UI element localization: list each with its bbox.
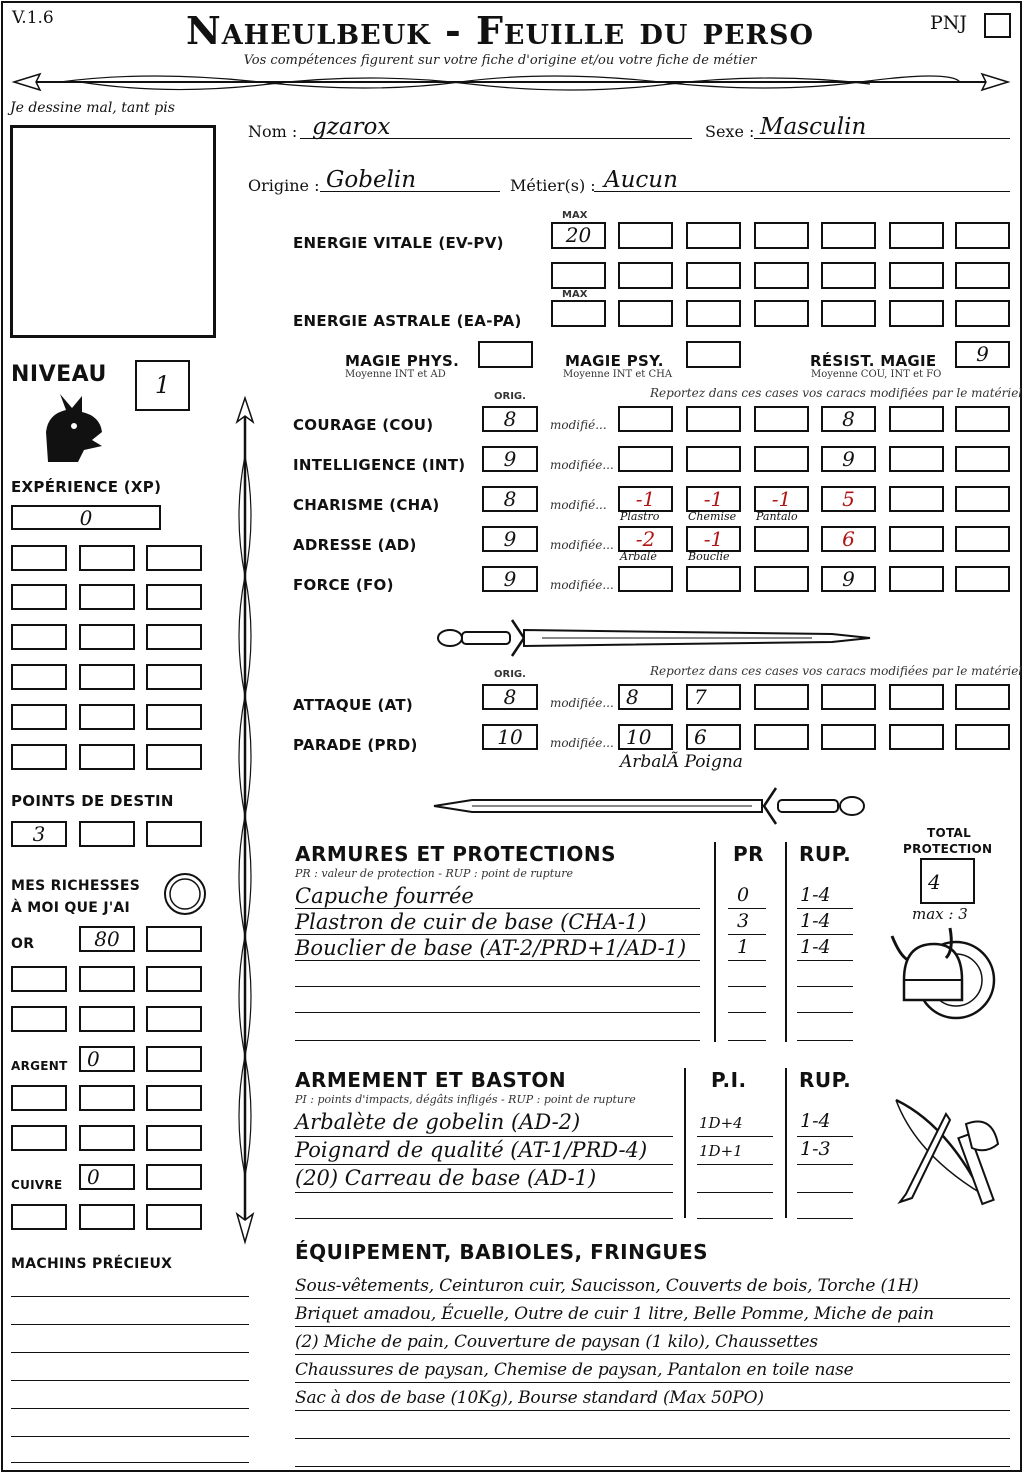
copper-box-2[interactable] <box>146 1164 202 1190</box>
portrait-box[interactable] <box>10 125 216 338</box>
gold-grid-box-1-1[interactable] <box>79 1006 135 1032</box>
armor-item-pr-1[interactable]: 3 <box>737 910 750 932</box>
silver-grid-box-0-0[interactable] <box>11 1085 67 1111</box>
combat-mod-box-0-0[interactable]: 8 <box>618 684 673 710</box>
silver-grid-box-1-0[interactable] <box>11 1125 67 1151</box>
armor-subtitle: PR : valeur de protection - RUP : point de rupture <box>295 867 573 880</box>
gold-grid-box-0-1[interactable] <box>79 966 135 992</box>
armor-col-divider-1 <box>714 842 716 1042</box>
copper-label: CUIVRE <box>11 1178 63 1192</box>
silver-grid-box-0-1[interactable] <box>79 1085 135 1111</box>
ev-max-box[interactable]: 20 <box>551 222 606 249</box>
ev-box-r2-1[interactable] <box>618 262 673 289</box>
stat-mod-box-4-0[interactable] <box>618 566 673 592</box>
stat-mod-note-2-2: Pantalo <box>756 510 798 523</box>
armor-name-line-extra <box>295 1040 700 1041</box>
magic-phys-label: MAGIE PHYS. <box>345 352 460 370</box>
gold-box-2[interactable] <box>146 926 202 952</box>
equipment-line-rule-2 <box>295 1354 1010 1355</box>
page-subtitle: Vos compétences figurent sur votre fiche d'origine et/ou votre fiche de métier <box>243 53 757 68</box>
gold-box[interactable]: 80 <box>79 926 135 952</box>
magic-phys-sub: Moyenne INT et AD <box>345 369 446 380</box>
ev-box-r1-4[interactable] <box>821 222 876 249</box>
magic-psy-label: MAGIE PSY. <box>565 352 664 370</box>
total-protection-max: max : 3 <box>912 905 968 923</box>
ev-box-r2-6[interactable] <box>955 262 1010 289</box>
treasure-line-4[interactable] <box>11 1408 249 1409</box>
equipment-line-rule-4 <box>295 1410 1010 1411</box>
combat-mod-box-1-1[interactable]: 6 <box>686 724 741 750</box>
stat-label-0: COURAGE (COU) <box>293 416 434 434</box>
stat-mod-box-1-3[interactable]: 9 <box>821 446 876 472</box>
gold-label: OR <box>11 936 35 952</box>
ea-box-2[interactable] <box>686 300 741 327</box>
weapon-name-line-extra <box>295 1218 673 1219</box>
stat-mod-box-0-4[interactable] <box>889 406 944 432</box>
destiny-box-2[interactable] <box>79 821 135 847</box>
ea-max-box[interactable] <box>551 300 606 327</box>
xp-grid-box-0-0[interactable] <box>11 545 67 571</box>
armor-pr-line-extra <box>728 1040 766 1041</box>
armor-col-rup: RUP. <box>799 842 852 866</box>
silver-grid-box-1-2[interactable] <box>146 1125 202 1151</box>
stat-mod-box-4-1[interactable] <box>686 566 741 592</box>
armor-item-name-1[interactable]: Plastron de cuir de base (CHA-1) <box>295 910 647 934</box>
combat-mod-box-0-1[interactable]: 7 <box>686 684 741 710</box>
total-protection-label-1: TOTAL <box>927 826 972 840</box>
stat-mod-box-2-3[interactable]: 5 <box>821 486 876 512</box>
equipment-title: ÉQUIPEMENT, BABIOLES, FRINGUES <box>295 1240 709 1264</box>
stat-mod-box-0-3[interactable]: 8 <box>821 406 876 432</box>
equipment-line-3[interactable]: Chaussures de paysan, Chemise de paysan, Pantalon en toile nase <box>295 1360 854 1380</box>
stat-mod-box-2-2[interactable]: -1 <box>754 486 809 512</box>
stat-label-1: INTELLIGENCE (INT) <box>293 456 466 474</box>
xp-grid-box-4-2[interactable] <box>146 704 202 730</box>
job-label: Métier(s) : <box>510 176 596 195</box>
stat-mod-box-4-5[interactable] <box>955 566 1010 592</box>
armor-name-line-1 <box>295 934 700 935</box>
ev-max-label: MAX <box>562 210 588 221</box>
xp-grid-box-5-2[interactable] <box>146 744 202 770</box>
stat-orig-box-1[interactable]: 9 <box>482 446 538 472</box>
treasure-line-2[interactable] <box>11 1352 249 1353</box>
equipment-line-rule-5 <box>295 1438 1010 1439</box>
armor-item-name-2[interactable]: Bouclier de base (AT-2/PRD+1/AD-1) <box>295 936 687 960</box>
equipment-line-rule-0 <box>295 1298 1010 1299</box>
sword-illustration-top <box>432 614 872 664</box>
armor-col-divider-2 <box>785 842 787 1042</box>
armor-rup-line-0 <box>797 908 853 909</box>
combat-orig-box-1[interactable]: 10 <box>482 724 538 750</box>
gold-grid-box-0-0[interactable] <box>11 966 67 992</box>
ev-box-r1-2[interactable] <box>686 222 741 249</box>
stat-orig-box-4[interactable]: 9 <box>482 566 538 592</box>
silver-box[interactable]: 0 <box>79 1046 135 1072</box>
stat-mod-box-2-4[interactable] <box>889 486 944 512</box>
weapon-item-rup-1[interactable]: 1-3 <box>800 1138 831 1160</box>
armor-item-rup-0[interactable]: 1-4 <box>800 884 831 906</box>
stat-mod-box-1-4[interactable] <box>889 446 944 472</box>
weapons-col-pi: P.I. <box>711 1068 747 1092</box>
combat-mod-box-0-2[interactable] <box>754 684 809 710</box>
silver-grid-box-1-1[interactable] <box>79 1125 135 1151</box>
weapon-rup-line-0 <box>797 1136 853 1137</box>
weapon-rup-line-extra <box>797 1218 853 1219</box>
total-protection-box[interactable]: 4 <box>920 858 975 904</box>
level-box[interactable]: 1 <box>135 360 190 411</box>
stat-mod-note-2-0: Plastro <box>620 510 660 523</box>
armor-rup-line-1 <box>797 934 853 935</box>
xp-grid-box-2-2[interactable] <box>146 624 202 650</box>
stat-label-3: ADRESSE (AD) <box>293 536 417 554</box>
portrait-caption: Je dessine mal, tant pis <box>10 100 175 116</box>
stat-mod-box-2-5[interactable] <box>955 486 1010 512</box>
armor-item-rup-2[interactable]: 1-4 <box>800 936 831 958</box>
stat-mod-box-1-5[interactable] <box>955 446 1010 472</box>
gold-grid-box-1-2[interactable] <box>146 1006 202 1032</box>
total-protection-label-2: PROTECTION <box>903 842 993 856</box>
npc-label: PNJ <box>930 12 968 34</box>
equipment-line-0[interactable]: Sous-vêtements, Ceinturon cuir, Saucisson, Couverts de bois, Torche (1H) <box>295 1276 919 1296</box>
weapon-pi-line-2 <box>697 1192 773 1193</box>
stats-orig-label: ORIG. <box>494 391 526 402</box>
weapon-pi-line-0 <box>697 1136 773 1137</box>
xp-grid-box-3-2[interactable] <box>146 664 202 690</box>
stat-mod-note-3-1: Bouclie <box>688 550 730 563</box>
armor-title: ARMURES ET PROTECTIONS <box>295 842 616 866</box>
combat-orig-box-0[interactable]: 8 <box>482 684 538 710</box>
equipment-line-rule-last <box>295 1466 1010 1467</box>
xp-label: EXPÉRIENCE (XP) <box>11 478 162 496</box>
stat-mod-label-2: modifié... <box>550 498 607 512</box>
treasure-line-5[interactable] <box>11 1436 249 1437</box>
combat-mod-box-1-5[interactable] <box>955 724 1010 750</box>
stat-mod-label-0: modifié... <box>550 418 607 432</box>
xp-grid-box-3-1[interactable] <box>79 664 135 690</box>
origin-label: Origine : <box>248 176 320 195</box>
stat-mod-label-4: modifiée... <box>550 578 614 592</box>
top-spear-ornament <box>0 0 1024 110</box>
copper-grid-box-0-2[interactable] <box>146 1204 202 1230</box>
ea-box-6[interactable] <box>955 300 1010 327</box>
origin-field[interactable]: Gobelin <box>326 167 417 193</box>
xp-grid-box-4-0[interactable] <box>11 704 67 730</box>
helmet-shield-icon <box>890 926 1000 1036</box>
armor-item-name-0[interactable]: Capuche fourrée <box>295 884 474 908</box>
sword-illustration-bottom <box>432 784 872 828</box>
weapon-name-line-2 <box>295 1192 673 1193</box>
armor-name-line-2 <box>295 960 700 961</box>
weapons-crossed-icon <box>886 1094 1006 1214</box>
treasures-label: MACHINS PRÉCIEUX <box>11 1256 173 1272</box>
ea-box-3[interactable] <box>754 300 809 327</box>
xp-grid-box-1-1[interactable] <box>79 584 135 610</box>
combat-mod-box-1-4[interactable] <box>889 724 944 750</box>
gold-grid-box-1-0[interactable] <box>11 1006 67 1032</box>
combat-report-note: Reportez dans ces cases vos caracs modifiées par le matériel <box>650 664 1023 678</box>
treasure-line-0[interactable] <box>11 1296 249 1297</box>
weapons-col-divider-1 <box>684 1068 686 1218</box>
ev-box-r2-3[interactable] <box>754 262 809 289</box>
stat-orig-box-2[interactable]: 8 <box>482 486 538 512</box>
xp-grid-box-1-0[interactable] <box>11 584 67 610</box>
combat-mod-box-1-3[interactable] <box>821 724 876 750</box>
wealth-label-1: MES RICHESSES <box>11 878 141 894</box>
weapon-item-name-1[interactable]: Poignard de qualité (AT-1/PRD-4) <box>295 1138 648 1162</box>
ea-label: ENERGIE ASTRALE (EA-PA) <box>293 312 522 330</box>
stat-mod-box-4-2[interactable] <box>754 566 809 592</box>
stat-mod-box-3-1[interactable]: -1 <box>686 526 741 552</box>
xp-grid-box-5-1[interactable] <box>79 744 135 770</box>
stat-mod-box-2-0[interactable]: -1 <box>618 486 673 512</box>
ev-box-r1-5[interactable] <box>889 222 944 249</box>
name-label: Nom : <box>248 122 298 141</box>
stat-mod-label-1: modifiée... <box>550 458 614 472</box>
resist-magic-box[interactable]: 9 <box>955 341 1010 368</box>
vertical-spear-ornament <box>225 396 265 1246</box>
armor-rup-line-4 <box>797 1012 853 1013</box>
armor-pr-line-1 <box>728 934 766 935</box>
equipment-line-2[interactable]: (2) Miche de pain, Couverture de paysan (1 kilo), Chaussettes <box>295 1332 818 1352</box>
silver-grid-box-0-2[interactable] <box>146 1085 202 1111</box>
ev-box-r1-1[interactable] <box>618 222 673 249</box>
resist-magic-label: RÉSIST. MAGIE <box>810 352 937 370</box>
stat-mod-box-1-0[interactable] <box>618 446 673 472</box>
ev-box-r2-4[interactable] <box>821 262 876 289</box>
copper-box[interactable]: 0 <box>79 1164 135 1190</box>
combat-mod-box-0-4[interactable] <box>889 684 944 710</box>
xp-grid-box-1-2[interactable] <box>146 584 202 610</box>
combat-orig-label: ORIG. <box>494 669 526 680</box>
combat-mod-box-1-0[interactable]: 10 <box>618 724 673 750</box>
combat-mod-label-1: modifiée... <box>550 736 614 750</box>
resist-magic-sub: Moyenne COU, INT et FO <box>811 369 942 380</box>
combat-mod-label-0: modifiée... <box>550 696 614 710</box>
magic-psy-box[interactable] <box>686 341 741 368</box>
stat-mod-box-1-2[interactable] <box>754 446 809 472</box>
combat-weapons-note: ArbalÃ Poigna <box>620 752 743 772</box>
ev-box-r2-2[interactable] <box>686 262 741 289</box>
armor-rup-line-extra <box>797 1040 853 1041</box>
armor-pr-line-0 <box>728 908 766 909</box>
treasure-line-3[interactable] <box>11 1380 249 1381</box>
destiny-label: POINTS DE DESTIN <box>11 792 174 810</box>
sex-label: Sexe : <box>705 122 755 141</box>
weapon-rup-line-1 <box>797 1164 853 1165</box>
weapons-title: ARMEMENT ET BASTON <box>295 1068 567 1092</box>
stat-mod-box-0-5[interactable] <box>955 406 1010 432</box>
sex-field[interactable]: Masculin <box>760 114 867 140</box>
xp-box[interactable]: 0 <box>11 505 161 530</box>
weapon-item-name-0[interactable]: Arbalète de gobelin (AD-2) <box>295 1110 581 1134</box>
combat-mod-box-0-5[interactable] <box>955 684 1010 710</box>
equipment-line-4[interactable]: Sac à dos de base (10Kg), Bourse standard (Max 50PO) <box>295 1388 764 1408</box>
armor-pr-line-3 <box>728 986 766 987</box>
armor-name-line-0 <box>295 908 700 909</box>
stat-mod-box-2-1[interactable]: -1 <box>686 486 741 512</box>
weapon-item-name-2[interactable]: (20) Carreau de base (AD-1) <box>295 1166 597 1190</box>
wealth-label-2: À MOI QUE J'AI <box>11 900 131 916</box>
stat-mod-box-0-1[interactable] <box>686 406 741 432</box>
coin-icon <box>163 872 207 916</box>
armor-rup-line-2 <box>797 960 853 961</box>
weapon-item-rup-0[interactable]: 1-4 <box>800 1110 831 1132</box>
ea-max-label: MAX <box>562 289 588 300</box>
stat-mod-box-3-2[interactable] <box>754 526 809 552</box>
combat-mod-box-1-2[interactable] <box>754 724 809 750</box>
stat-mod-box-3-3[interactable]: 6 <box>821 526 876 552</box>
stat-label-4: FORCE (FO) <box>293 576 394 594</box>
ev-label: ENERGIE VITALE (EV-PV) <box>293 234 504 252</box>
weapon-item-pi-1[interactable]: 1D+1 <box>699 1142 743 1160</box>
stat-mod-box-0-2[interactable] <box>754 406 809 432</box>
armor-pr-line-2 <box>728 960 766 961</box>
equipment-line-rule-3 <box>295 1382 1010 1383</box>
armor-item-rup-1[interactable]: 1-4 <box>800 910 831 932</box>
stat-mod-box-4-4[interactable] <box>889 566 944 592</box>
stat-mod-box-3-5[interactable] <box>955 526 1010 552</box>
magic-psy-sub: Moyenne INT et CHA <box>563 369 673 380</box>
combat-label-0: ATTAQUE (AT) <box>293 696 414 714</box>
treasure-line-1[interactable] <box>11 1324 249 1325</box>
combat-mod-box-0-3[interactable] <box>821 684 876 710</box>
stat-label-2: CHARISME (CHA) <box>293 496 440 514</box>
xp-grid-box-2-0[interactable] <box>11 624 67 650</box>
name-field[interactable]: gzarox <box>312 114 391 140</box>
stat-mod-box-0-0[interactable] <box>618 406 673 432</box>
silver-label: ARGENT <box>11 1059 68 1073</box>
xp-grid-box-0-1[interactable] <box>79 545 135 571</box>
xp-grid-box-5-0[interactable] <box>11 744 67 770</box>
armor-pr-line-4 <box>728 1012 766 1013</box>
destiny-box-1[interactable]: 3 <box>11 821 67 847</box>
magic-phys-box[interactable] <box>478 341 533 368</box>
ev-box-r1-3[interactable] <box>754 222 809 249</box>
version-label: V.1.6 <box>12 8 54 28</box>
xp-grid-box-0-2[interactable] <box>146 545 202 571</box>
treasure-line-6[interactable] <box>11 1462 249 1463</box>
stat-mod-box-1-1[interactable] <box>686 446 741 472</box>
xp-grid-box-2-1[interactable] <box>79 624 135 650</box>
stats-report-note: Reportez dans ces cases vos caracs modifiées par le matériel <box>650 386 1023 400</box>
weapons-subtitle: PI : points d'impacts, dégâts infligés - RUP : point de rupture <box>295 1093 636 1106</box>
ea-box-4[interactable] <box>821 300 876 327</box>
stat-mod-box-3-0[interactable]: -2 <box>618 526 673 552</box>
copper-grid-box-0-0[interactable] <box>11 1204 67 1230</box>
stat-mod-note-2-1: Chemise <box>688 510 737 523</box>
xp-grid-box-4-1[interactable] <box>79 704 135 730</box>
armor-rup-line-3 <box>797 986 853 987</box>
xp-grid-box-3-0[interactable] <box>11 664 67 690</box>
ev-box-r2-5[interactable] <box>889 262 944 289</box>
armor-name-line-3 <box>295 986 700 987</box>
armor-item-pr-2[interactable]: 1 <box>737 936 750 958</box>
armor-item-pr-0[interactable]: 0 <box>737 884 750 906</box>
silver-box-2[interactable] <box>146 1046 202 1072</box>
level-label: NIVEAU <box>11 362 107 387</box>
equipment-line-1[interactable]: Briquet amadou, Écuelle, Outre de cuir 1 litre, Belle Pomme, Miche de pain <box>295 1304 934 1324</box>
combat-label-1: PARADE (PRD) <box>293 736 418 754</box>
armor-name-line-4 <box>295 1012 700 1013</box>
stat-mod-note-3-0: Arbalè <box>620 550 657 563</box>
equipment-line-rule-1 <box>295 1326 1010 1327</box>
weapon-rup-line-2 <box>797 1192 853 1193</box>
weapons-col-divider-2 <box>785 1068 787 1218</box>
weapon-name-line-0 <box>295 1136 673 1137</box>
stat-mod-box-4-3[interactable]: 9 <box>821 566 876 592</box>
weapon-item-pi-0[interactable]: 1D+4 <box>699 1114 743 1132</box>
ev-box-r1-6[interactable] <box>955 222 1010 249</box>
armor-col-pr: PR <box>733 842 765 866</box>
stat-orig-box-0[interactable]: 8 <box>482 406 538 432</box>
page-title: Naheulbeuk - Feuille du perso <box>186 8 814 53</box>
stat-orig-box-3[interactable]: 9 <box>482 526 538 552</box>
weapons-col-rup: RUP. <box>799 1068 852 1092</box>
dragon-head-icon <box>38 392 108 464</box>
destiny-box-3[interactable] <box>146 821 202 847</box>
stat-mod-label-3: modifiée... <box>550 538 614 552</box>
ea-box-1[interactable] <box>618 300 673 327</box>
gold-grid-box-0-2[interactable] <box>146 966 202 992</box>
weapon-name-line-1 <box>295 1164 673 1165</box>
weapon-pi-line-extra <box>697 1218 773 1219</box>
copper-grid-box-0-1[interactable] <box>79 1204 135 1230</box>
ev-box-r2-0[interactable] <box>551 262 606 289</box>
weapon-pi-line-1 <box>697 1164 773 1165</box>
job-field[interactable]: Aucun <box>604 167 678 193</box>
ea-box-5[interactable] <box>889 300 944 327</box>
stat-mod-box-3-4[interactable] <box>889 526 944 552</box>
